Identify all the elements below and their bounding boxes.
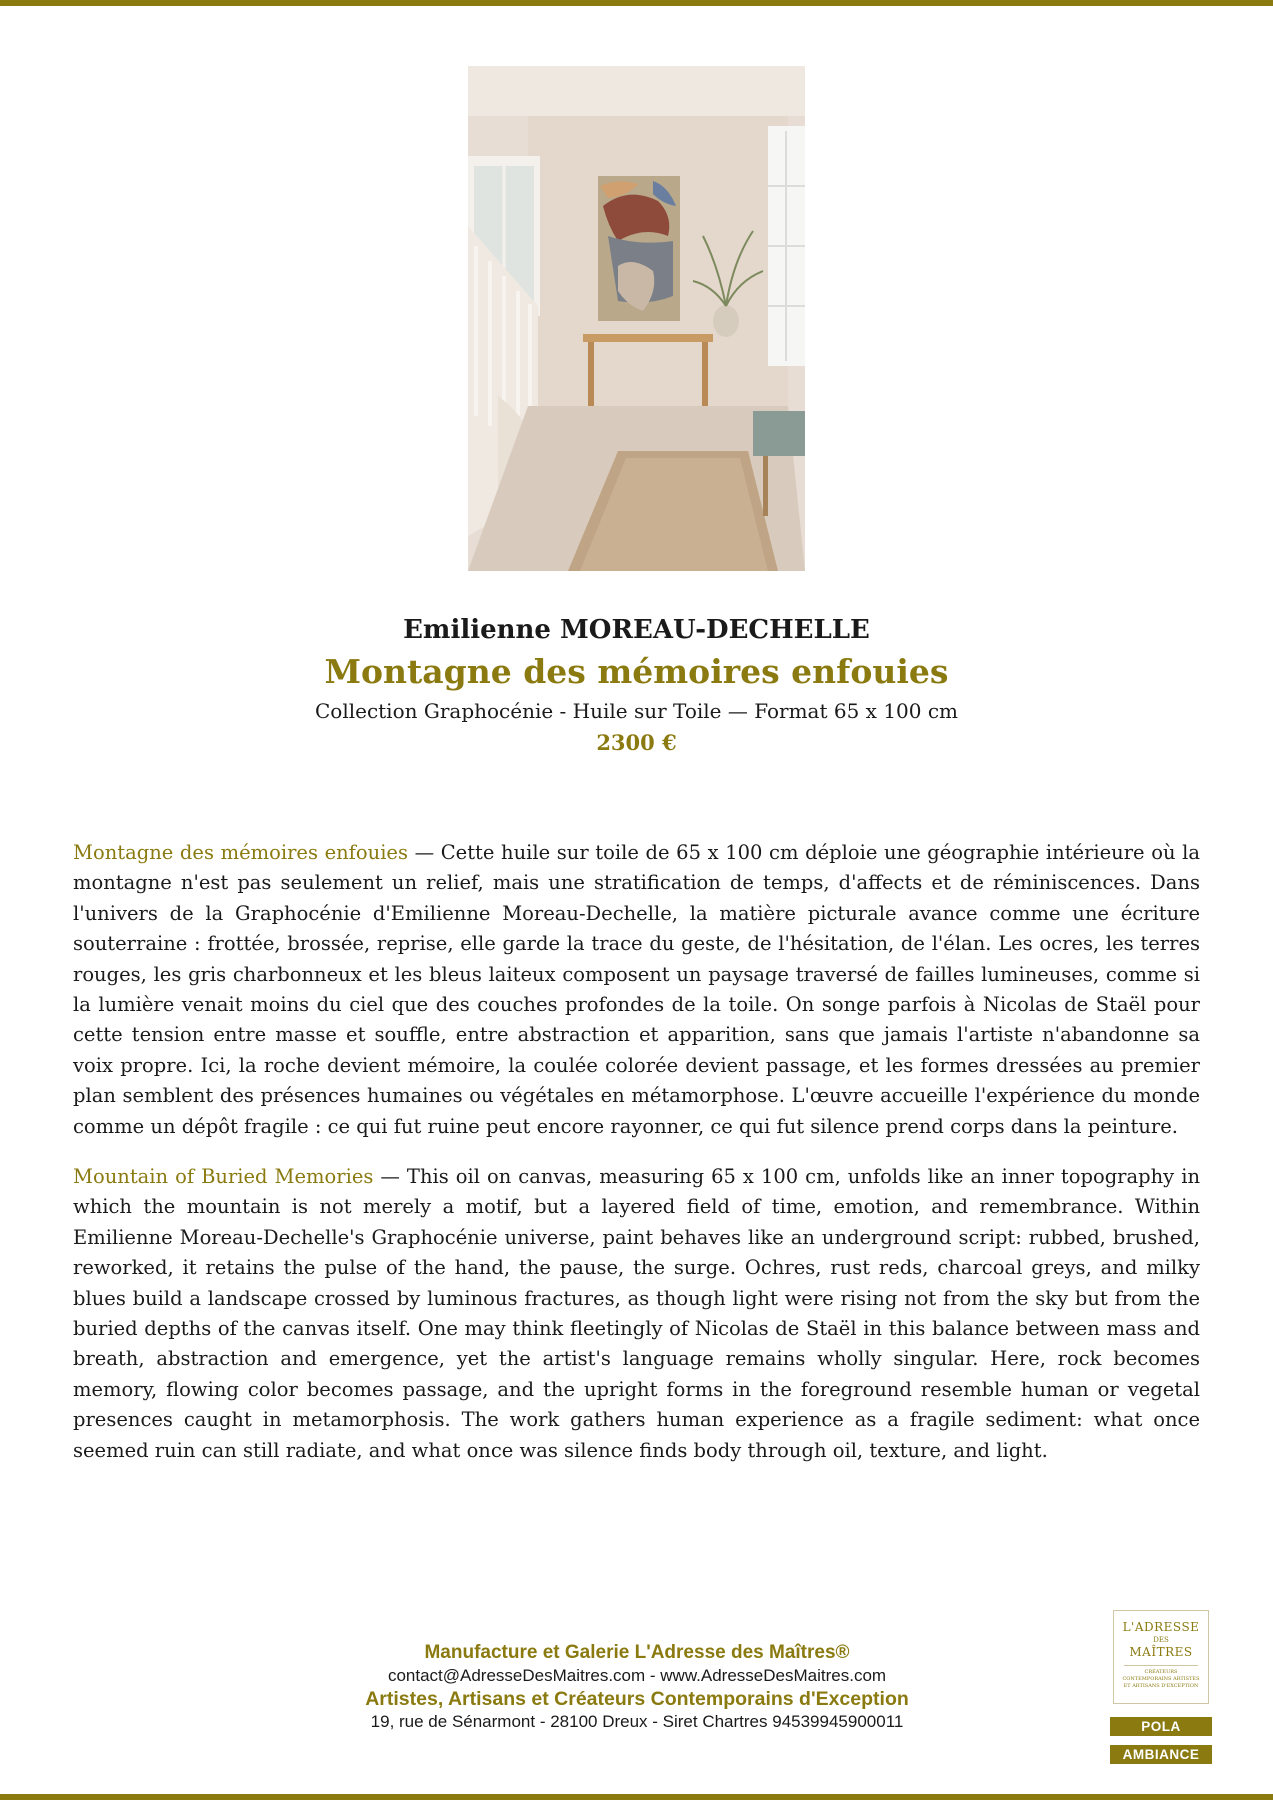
pola-tag: POLA <box>1110 1717 1212 1736</box>
description-french-lead: Montagne des mémoires enfouies <box>73 841 408 864</box>
artwork-ambiance-photo <box>468 66 805 571</box>
artwork-price: 2300 € <box>596 730 677 755</box>
artwork-header <box>0 612 1273 758</box>
gallery-footer <box>262 1641 1012 1733</box>
gallery-name: Manufacture et Galerie L'Adresse des Maîtres® <box>424 1642 850 1663</box>
logo-line-2: DES <box>1153 1636 1169 1644</box>
logo-line-3: MAÎTRES <box>1129 1645 1193 1659</box>
artwork-meta: Collection Graphocénie - Huile sur Toile — Format 65 x 100 cm <box>314 699 959 723</box>
gallery-logo <box>1113 1610 1209 1704</box>
description-french-body: — Cette huile sur toile de 65 x 100 cm déploie une géographie intérieure où la montagne n'est pas seulement un relief, mais une stratification de temps, d'affects et de réminiscences. Dans l'univers de la Graphocénie d'Emilienne Moreau-Dechelle, la matière picturale avance comme une écriture souterraine : frottée, brossée, reprise, elle garde la trace du geste, de l'hésitation, de l'élan. Les ocres, les terres rouges, les gris charbonneux et les bleus laiteux composent un paysage traversé de failles lumineuses, comme si la lumière venait moins du ciel que des couches profondes de la toile. On songe parfois à Nicolas de Staël pour cette tension entre masse et souffle, entre abstraction et apparition, sans que jamais l'artiste n'abandonne sa voix propre. Ici, la roche devient mémoire, la coulée colorée devient passage, et les formes dressées au premier plan semblent des présences humaines ou végétales en métamorphose. L'œuvre accueille l'expérience du monde comme un dépôt fragile : ce qui fut ruine peut encore rayonner, ce qui fut silence prend corps dans la peinture. <box>73 841 1200 1138</box>
artist-name: Emilienne MOREAU-DECHELLE <box>403 615 870 645</box>
logo-divider <box>1124 1665 1198 1666</box>
gallery-address: 19, rue de Sénarmont - 28100 Dreux - Siret Chartres 94539945900011 <box>370 1712 904 1731</box>
logo-line-4: CRÉATEURS CONTEMPORAINS ARTISTES ET ARTISANS D'EXCEPTION <box>1122 1669 1200 1689</box>
top-accent-bar <box>0 0 1273 6</box>
ambiance-tag: AMBIANCE <box>1110 1745 1212 1764</box>
description-english-lead: Mountain of Buried Memories <box>73 1165 374 1188</box>
description-english-body: — This oil on canvas, measuring 65 x 100 cm, unfolds like an inner topography in which the mountain is not merely a motif, but a layered field of time, emotion, and remembrance. Within Emilienne Moreau-Dechelle's Graphocénie universe, paint behaves like an underground script: rubbed, brushed, reworked, it retains the pulse of the hand, the pause, the surge. Ochres, rust reds, charcoal greys, and milky blues build a landscape crossed by luminous fractures, as though light were rising not from the sky but from the buried depths of the canvas itself. One may think fleetingly of Nicolas de Staël in this balance between mass and breath, abstraction and emergence, yet the artist's language remains wholly singular. Here, rock becomes memory, flowing color becomes passage, and the upright forms in the foreground resemble human or vegetal presences caught in metamorphosis. The work gathers human experience as a fragile sediment: what once seemed ruin can still radiate, and what once was silence finds body through oil, texture, and light. <box>73 1165 1200 1462</box>
logo-line-1: L'ADRESSE <box>1122 1620 1200 1634</box>
description-french <box>73 838 1200 1142</box>
bottom-accent-bar <box>0 1794 1273 1800</box>
artwork-title: Montagne des mémoires enfouies <box>324 652 949 691</box>
gallery-contact: contact@AdresseDesMaitres.com - www.AdresseDesMaitres.com <box>387 1666 887 1685</box>
description-english <box>73 1162 1200 1466</box>
gallery-tagline: Artistes, Artisans et Créateurs Contemporains d'Exception <box>365 1688 909 1710</box>
